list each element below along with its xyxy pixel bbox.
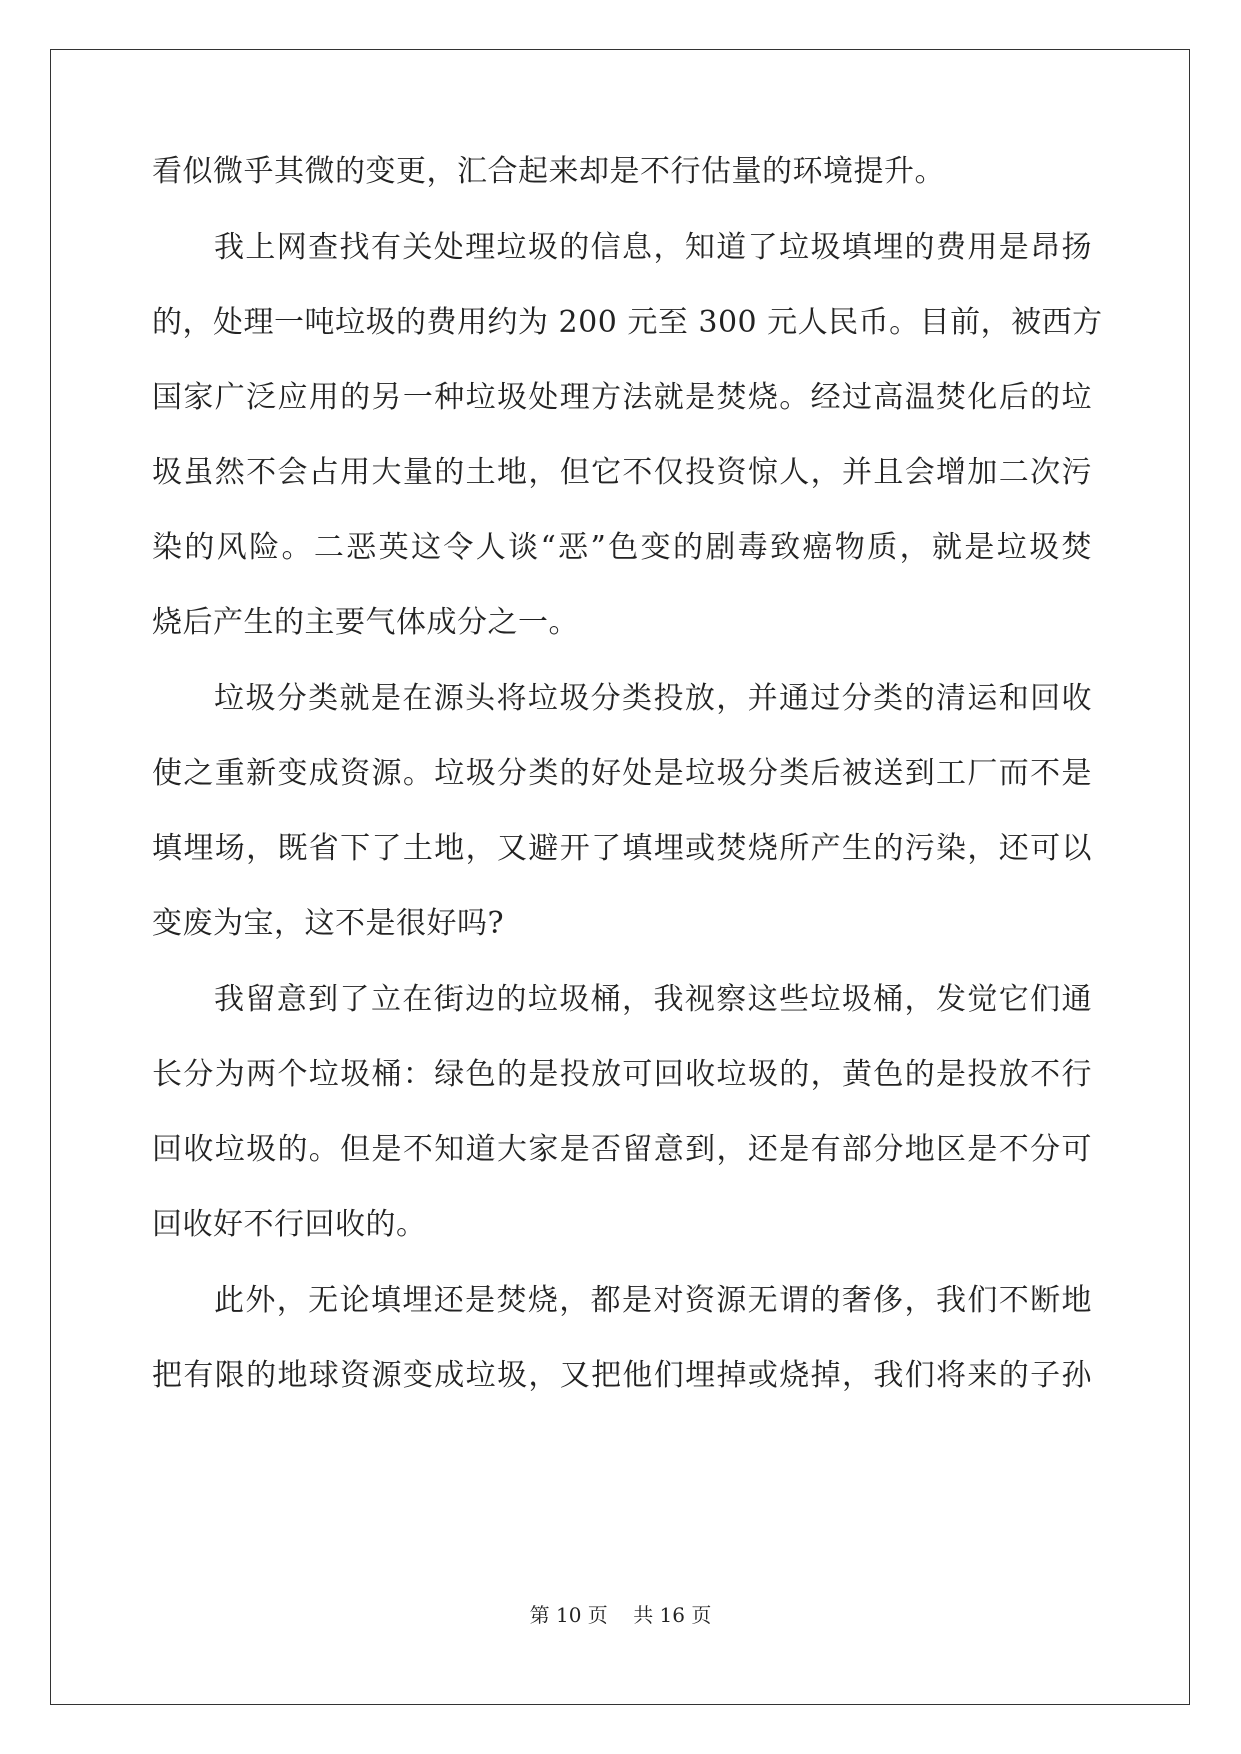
paragraph-line: 看似微乎其微的变更，汇合起来却是不行估量的环境提升。: [152, 154, 945, 189]
page-number: 第 10 页 共 16 页: [529, 1603, 712, 1627]
paragraph-line: 圾虽然不会占用大量的土地，但它不仅投资惊人，并且会增加二次污: [152, 455, 1092, 490]
paragraph-line: 长分为两个垃圾桶：绿色的是投放可回收垃圾的，黄色的是投放不行: [152, 1057, 1092, 1092]
paragraph-line: 国家广泛应用的另一种垃圾处理方法就是焚烧。经过高温焚化后的垃: [152, 380, 1092, 415]
paragraph-line: 此外，无论填埋还是焚烧，都是对资源无谓的奢侈，我们不断地: [214, 1283, 1092, 1318]
paragraph-line: 垃圾分类就是在源头将垃圾分类投放，并通过分类的清运和回收: [214, 681, 1092, 716]
paragraph-line: 填埋场，既省下了土地，又避开了填埋或焚烧所产生的污染，还可以: [152, 831, 1092, 866]
paragraph-line: 回收垃圾的。但是不知道大家是否留意到，还是有部分地区是不分可: [152, 1132, 1092, 1167]
paragraph-line: 我留意到了立在街边的垃圾桶，我视察这些垃圾桶，发觉它们通: [214, 982, 1092, 1017]
paragraph-line: 使之重新变成资源。垃圾分类的好处是垃圾分类后被送到工厂而不是: [152, 756, 1092, 791]
paragraph-line: 的，处理一吨垃圾的费用约为 200 元至 300 元人民币。目前，被西方: [152, 305, 1103, 340]
paragraph-line: 烧后产生的主要气体成分之一。: [152, 605, 579, 640]
paragraph-line: 我上网查找有关处理垃圾的信息，知道了垃圾填埋的费用是昂扬: [214, 230, 1092, 265]
paragraph-line: 回收好不行回收的。: [152, 1207, 427, 1242]
paragraph-line: 染的风险。二恶英这令人谈“恶”色变的剧毒致癌物质，就是垃圾焚: [152, 530, 1092, 565]
paragraph-line: 把有限的地球资源变成垃圾，又把他们埋掉或烧掉，我们将来的子孙: [152, 1358, 1092, 1393]
page-border: [50, 49, 1190, 1705]
paragraph-line: 变废为宝，这不是很好吗?: [152, 906, 505, 941]
